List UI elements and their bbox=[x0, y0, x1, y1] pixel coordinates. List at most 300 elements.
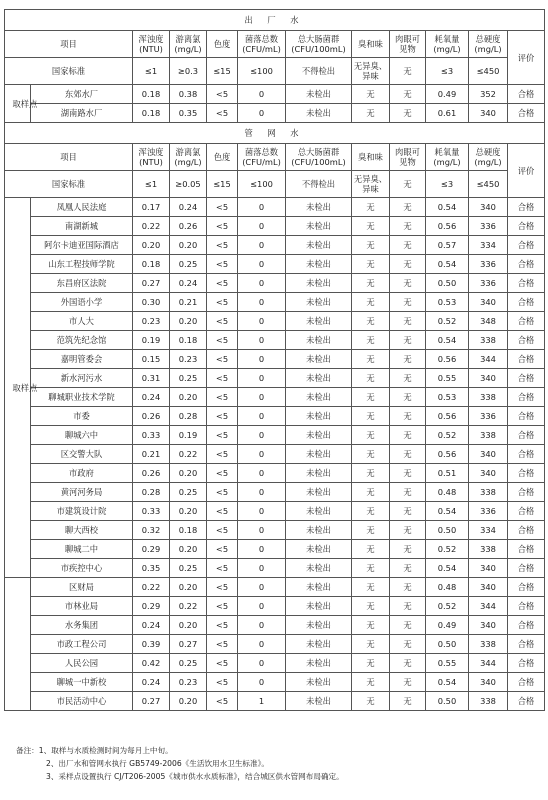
cell-oxygen-consumption: 0.52 bbox=[426, 312, 469, 331]
cell-evaluation: 合格 bbox=[508, 293, 545, 312]
cell-visible-matter: 无 bbox=[390, 502, 426, 521]
cell-odor-taste: 无 bbox=[352, 255, 390, 274]
cell-turbidity: 0.23 bbox=[133, 312, 170, 331]
note-line: 3、采样点设置执行 CJ/T206-2005《城市供水水质标准》，结合城区供水管网布局确定。 bbox=[46, 772, 344, 781]
header-free-chlorine: 游离氯 (mg/L) bbox=[170, 31, 207, 58]
header-row bbox=[5, 144, 545, 171]
section-title-pipe: 管 网 水 bbox=[5, 123, 545, 144]
cell-hardness: 344 bbox=[469, 350, 508, 369]
standard-oxygen-consumption: ≤3 bbox=[426, 171, 469, 198]
cell-oxygen-consumption: 0.49 bbox=[426, 85, 469, 104]
cell-hardness: 338 bbox=[469, 692, 508, 711]
site-name: 市委 bbox=[31, 407, 133, 426]
site-name: 聊城六中 bbox=[31, 426, 133, 445]
cell-color: <5 bbox=[207, 198, 238, 217]
cell-odor-taste: 无 bbox=[352, 104, 390, 123]
cell-hardness: 338 bbox=[469, 426, 508, 445]
cell-coliform: 未检出 bbox=[286, 483, 352, 502]
cell-free-chlorine: 0.27 bbox=[170, 635, 207, 654]
cell-visible-matter: 无 bbox=[390, 540, 426, 559]
site-name: 东郊水厂 bbox=[31, 85, 133, 104]
cell-odor-taste: 无 bbox=[352, 217, 390, 236]
header-turbidity: 浑浊度 (NTU) bbox=[133, 144, 170, 171]
cell-hardness: 336 bbox=[469, 407, 508, 426]
header-colony-count: 菌落总数 (CFU/mL) bbox=[238, 31, 286, 58]
cell-odor-taste: 无 bbox=[352, 312, 390, 331]
cell-turbidity: 0.18 bbox=[133, 85, 170, 104]
site-name: 东昌府区法院 bbox=[31, 274, 133, 293]
cell-oxygen-consumption: 0.53 bbox=[426, 388, 469, 407]
cell-coliform: 未检出 bbox=[286, 597, 352, 616]
cell-odor-taste: 无 bbox=[352, 502, 390, 521]
cell-color: <5 bbox=[207, 483, 238, 502]
cell-free-chlorine: 0.24 bbox=[170, 274, 207, 293]
cell-oxygen-consumption: 0.54 bbox=[426, 255, 469, 274]
table-row bbox=[5, 445, 545, 464]
cell-coliform: 未检出 bbox=[286, 635, 352, 654]
standard-hardness: ≤450 bbox=[469, 58, 508, 85]
cell-evaluation: 合格 bbox=[508, 198, 545, 217]
cell-evaluation: 合格 bbox=[508, 236, 545, 255]
cell-coliform: 未检出 bbox=[286, 692, 352, 711]
cell-hardness: 336 bbox=[469, 255, 508, 274]
cell-visible-matter: 无 bbox=[390, 85, 426, 104]
cell-coliform: 未检出 bbox=[286, 274, 352, 293]
cell-evaluation: 合格 bbox=[508, 350, 545, 369]
cell-hardness: 334 bbox=[469, 236, 508, 255]
cell-colony-count: 0 bbox=[238, 274, 286, 293]
cell-turbidity: 0.26 bbox=[133, 407, 170, 426]
cell-colony-count: 0 bbox=[238, 464, 286, 483]
cell-coliform: 未检出 bbox=[286, 236, 352, 255]
cell-visible-matter: 无 bbox=[390, 673, 426, 692]
cell-coliform: 未检出 bbox=[286, 521, 352, 540]
cell-evaluation: 合格 bbox=[508, 255, 545, 274]
cell-coliform: 未检出 bbox=[286, 616, 352, 635]
cell-hardness: 340 bbox=[469, 104, 508, 123]
cell-odor-taste: 无 bbox=[352, 616, 390, 635]
cell-hardness: 348 bbox=[469, 312, 508, 331]
site-name: 范筑先纪念馆 bbox=[31, 331, 133, 350]
cell-turbidity: 0.22 bbox=[133, 578, 170, 597]
cell-evaluation: 合格 bbox=[508, 331, 545, 350]
cell-odor-taste: 无 bbox=[352, 635, 390, 654]
cell-visible-matter: 无 bbox=[390, 274, 426, 293]
cell-colony-count: 0 bbox=[238, 312, 286, 331]
cell-oxygen-consumption: 0.53 bbox=[426, 293, 469, 312]
cell-hardness: 340 bbox=[469, 293, 508, 312]
standard-free-chlorine: ≥0.05 bbox=[170, 171, 207, 198]
cell-free-chlorine: 0.20 bbox=[170, 388, 207, 407]
header-turbidity: 浑浊度 (NTU) bbox=[133, 31, 170, 58]
cell-coliform: 未检出 bbox=[286, 104, 352, 123]
cell-oxygen-consumption: 0.56 bbox=[426, 350, 469, 369]
cell-evaluation: 合格 bbox=[508, 521, 545, 540]
cell-free-chlorine: 0.21 bbox=[170, 293, 207, 312]
table-row bbox=[5, 635, 545, 654]
cell-free-chlorine: 0.20 bbox=[170, 464, 207, 483]
cell-turbidity: 0.21 bbox=[133, 445, 170, 464]
cell-oxygen-consumption: 0.50 bbox=[426, 521, 469, 540]
cell-turbidity: 0.33 bbox=[133, 502, 170, 521]
cell-odor-taste: 无 bbox=[352, 369, 390, 388]
cell-colony-count: 0 bbox=[238, 293, 286, 312]
cell-coliform: 未检出 bbox=[286, 673, 352, 692]
cell-oxygen-consumption: 0.52 bbox=[426, 540, 469, 559]
cell-coliform: 未检出 bbox=[286, 388, 352, 407]
cell-evaluation: 合格 bbox=[508, 597, 545, 616]
cell-hardness: 340 bbox=[469, 673, 508, 692]
cell-turbidity: 0.30 bbox=[133, 293, 170, 312]
header-coliform: 总大肠菌群 (CFU/100mL) bbox=[286, 144, 352, 171]
header-odor-taste: 臭和味 bbox=[352, 144, 390, 171]
cell-color: <5 bbox=[207, 540, 238, 559]
cell-coliform: 未检出 bbox=[286, 217, 352, 236]
cell-turbidity: 0.33 bbox=[133, 426, 170, 445]
cell-hardness: 352 bbox=[469, 85, 508, 104]
cell-free-chlorine: 0.23 bbox=[170, 350, 207, 369]
cell-visible-matter: 无 bbox=[390, 217, 426, 236]
table-row bbox=[5, 483, 545, 502]
sample-point-blank bbox=[5, 578, 31, 711]
cell-hardness: 336 bbox=[469, 502, 508, 521]
cell-color: <5 bbox=[207, 616, 238, 635]
cell-colony-count: 0 bbox=[238, 350, 286, 369]
cell-odor-taste: 无 bbox=[352, 236, 390, 255]
site-name: 水务集团 bbox=[31, 616, 133, 635]
cell-free-chlorine: 0.18 bbox=[170, 521, 207, 540]
cell-hardness: 338 bbox=[469, 483, 508, 502]
cell-oxygen-consumption: 0.48 bbox=[426, 578, 469, 597]
site-name: 市建筑设计院 bbox=[31, 502, 133, 521]
header-color: 色度 bbox=[207, 31, 238, 58]
cell-color: <5 bbox=[207, 217, 238, 236]
cell-hardness: 340 bbox=[469, 559, 508, 578]
cell-color: <5 bbox=[207, 521, 238, 540]
site-name: 聊城职业技术学院 bbox=[31, 388, 133, 407]
cell-coliform: 未检出 bbox=[286, 369, 352, 388]
table-row bbox=[5, 426, 545, 445]
table-row bbox=[5, 104, 545, 123]
water-quality-report bbox=[4, 9, 544, 711]
cell-oxygen-consumption: 0.55 bbox=[426, 654, 469, 673]
cell-coliform: 未检出 bbox=[286, 293, 352, 312]
cell-evaluation: 合格 bbox=[508, 464, 545, 483]
cell-turbidity: 0.24 bbox=[133, 616, 170, 635]
cell-hardness: 344 bbox=[469, 597, 508, 616]
cell-free-chlorine: 0.38 bbox=[170, 85, 207, 104]
site-name: 阿尔卡迪亚国际酒店 bbox=[31, 236, 133, 255]
standard-odor-taste: 无异臭、 异味 bbox=[352, 171, 390, 198]
cell-colony-count: 0 bbox=[238, 559, 286, 578]
cell-evaluation: 合格 bbox=[508, 312, 545, 331]
sample-point-label bbox=[5, 85, 38, 123]
cell-turbidity: 0.31 bbox=[133, 369, 170, 388]
cell-oxygen-consumption: 0.56 bbox=[426, 445, 469, 464]
table-row bbox=[5, 293, 545, 312]
cell-color: <5 bbox=[207, 654, 238, 673]
site-name: 市人大 bbox=[31, 312, 133, 331]
cell-oxygen-consumption: 0.54 bbox=[426, 559, 469, 578]
cell-evaluation: 合格 bbox=[508, 85, 545, 104]
cell-colony-count: 0 bbox=[238, 426, 286, 445]
table-row bbox=[5, 616, 545, 635]
cell-colony-count: 1 bbox=[238, 692, 286, 711]
cell-turbidity: 0.27 bbox=[133, 274, 170, 293]
cell-color: <5 bbox=[207, 673, 238, 692]
cell-odor-taste: 无 bbox=[352, 198, 390, 217]
cell-visible-matter: 无 bbox=[390, 331, 426, 350]
cell-colony-count: 0 bbox=[238, 616, 286, 635]
header-item: 项目 bbox=[5, 144, 133, 171]
cell-free-chlorine: 0.35 bbox=[170, 104, 207, 123]
cell-evaluation: 合格 bbox=[508, 502, 545, 521]
cell-visible-matter: 无 bbox=[390, 255, 426, 274]
sample-point-label-text: 取样点 bbox=[12, 98, 38, 109]
cell-colony-count: 0 bbox=[238, 597, 286, 616]
header-oxygen-consumption: 耗氧量 (mg/L) bbox=[426, 31, 469, 58]
table-row bbox=[5, 673, 545, 692]
cell-colony-count: 0 bbox=[238, 483, 286, 502]
cell-hardness: 340 bbox=[469, 369, 508, 388]
cell-coliform: 未检出 bbox=[286, 578, 352, 597]
site-name: 南湖新城 bbox=[31, 217, 133, 236]
table-row bbox=[5, 350, 545, 369]
cell-visible-matter: 无 bbox=[390, 293, 426, 312]
section-title-row bbox=[5, 123, 545, 144]
cell-hardness: 336 bbox=[469, 217, 508, 236]
cell-odor-taste: 无 bbox=[352, 692, 390, 711]
cell-evaluation: 合格 bbox=[508, 104, 545, 123]
standard-color: ≤15 bbox=[207, 171, 238, 198]
cell-free-chlorine: 0.22 bbox=[170, 597, 207, 616]
site-name: 黄河河务局 bbox=[31, 483, 133, 502]
cell-colony-count: 0 bbox=[238, 217, 286, 236]
cell-colony-count: 0 bbox=[238, 521, 286, 540]
cell-visible-matter: 无 bbox=[390, 388, 426, 407]
cell-turbidity: 0.17 bbox=[133, 198, 170, 217]
cell-visible-matter: 无 bbox=[390, 597, 426, 616]
cell-odor-taste: 无 bbox=[352, 464, 390, 483]
cell-odor-taste: 无 bbox=[352, 426, 390, 445]
cell-color: <5 bbox=[207, 104, 238, 123]
site-name: 聊城一中新校 bbox=[31, 673, 133, 692]
cell-oxygen-consumption: 0.56 bbox=[426, 407, 469, 426]
standard-coliform: 不得检出 bbox=[286, 58, 352, 85]
cell-visible-matter: 无 bbox=[390, 369, 426, 388]
site-name: 区交警大队 bbox=[31, 445, 133, 464]
cell-evaluation: 合格 bbox=[508, 426, 545, 445]
standard-color: ≤15 bbox=[207, 58, 238, 85]
cell-colony-count: 0 bbox=[238, 369, 286, 388]
cell-hardness: 340 bbox=[469, 578, 508, 597]
cell-free-chlorine: 0.25 bbox=[170, 559, 207, 578]
cell-turbidity: 0.22 bbox=[133, 217, 170, 236]
cell-turbidity: 0.35 bbox=[133, 559, 170, 578]
cell-visible-matter: 无 bbox=[390, 312, 426, 331]
cell-colony-count: 0 bbox=[238, 388, 286, 407]
cell-color: <5 bbox=[207, 635, 238, 654]
cell-free-chlorine: 0.20 bbox=[170, 692, 207, 711]
header-visible-matter: 肉眼可 见物 bbox=[390, 31, 426, 58]
cell-color: <5 bbox=[207, 502, 238, 521]
cell-free-chlorine: 0.28 bbox=[170, 407, 207, 426]
standard-oxygen-consumption: ≤3 bbox=[426, 58, 469, 85]
cell-visible-matter: 无 bbox=[390, 464, 426, 483]
cell-colony-count: 0 bbox=[238, 331, 286, 350]
table-row bbox=[5, 597, 545, 616]
cell-hardness: 340 bbox=[469, 445, 508, 464]
site-name: 人民公园 bbox=[31, 654, 133, 673]
cell-oxygen-consumption: 0.56 bbox=[426, 217, 469, 236]
cell-oxygen-consumption: 0.55 bbox=[426, 369, 469, 388]
cell-turbidity: 0.29 bbox=[133, 597, 170, 616]
cell-turbidity: 0.29 bbox=[133, 540, 170, 559]
site-name: 聊大西校 bbox=[31, 521, 133, 540]
cell-visible-matter: 无 bbox=[390, 445, 426, 464]
cell-turbidity: 0.42 bbox=[133, 654, 170, 673]
standard-colony-count: ≤100 bbox=[238, 171, 286, 198]
cell-free-chlorine: 0.20 bbox=[170, 578, 207, 597]
site-name: 市政工程公司 bbox=[31, 635, 133, 654]
notes bbox=[16, 744, 344, 783]
cell-color: <5 bbox=[207, 426, 238, 445]
cell-color: <5 bbox=[207, 597, 238, 616]
water-quality-table bbox=[4, 9, 545, 711]
site-name: 新水河污水 bbox=[31, 369, 133, 388]
cell-color: <5 bbox=[207, 559, 238, 578]
cell-oxygen-consumption: 0.54 bbox=[426, 502, 469, 521]
cell-evaluation: 合格 bbox=[508, 483, 545, 502]
cell-color: <5 bbox=[207, 293, 238, 312]
cell-evaluation: 合格 bbox=[508, 445, 545, 464]
cell-evaluation: 合格 bbox=[508, 274, 545, 293]
table-row bbox=[5, 464, 545, 483]
cell-evaluation: 合格 bbox=[508, 654, 545, 673]
cell-oxygen-consumption: 0.50 bbox=[426, 635, 469, 654]
cell-coliform: 未检出 bbox=[286, 559, 352, 578]
cell-color: <5 bbox=[207, 445, 238, 464]
standard-row bbox=[5, 171, 545, 198]
table-row bbox=[5, 388, 545, 407]
cell-oxygen-consumption: 0.51 bbox=[426, 464, 469, 483]
cell-color: <5 bbox=[207, 255, 238, 274]
cell-odor-taste: 无 bbox=[352, 85, 390, 104]
table-row bbox=[5, 369, 545, 388]
cell-odor-taste: 无 bbox=[352, 293, 390, 312]
cell-turbidity: 0.15 bbox=[133, 350, 170, 369]
cell-colony-count: 0 bbox=[238, 578, 286, 597]
cell-odor-taste: 无 bbox=[352, 483, 390, 502]
note-line: 2、出厂水和管网水执行 GB5749-2006《生活饮用水卫生标准》。 bbox=[46, 759, 269, 768]
site-name: 市民活动中心 bbox=[31, 692, 133, 711]
header-evaluation: 评价 bbox=[508, 144, 545, 198]
standard-visible-matter: 无 bbox=[390, 58, 426, 85]
cell-color: <5 bbox=[207, 464, 238, 483]
table-row bbox=[5, 217, 545, 236]
standard-label: 国家标准 bbox=[5, 58, 133, 85]
cell-odor-taste: 无 bbox=[352, 578, 390, 597]
cell-coliform: 未检出 bbox=[286, 350, 352, 369]
standard-visible-matter: 无 bbox=[390, 171, 426, 198]
cell-visible-matter: 无 bbox=[390, 578, 426, 597]
standard-turbidity: ≤1 bbox=[133, 171, 170, 198]
site-name: 嘉明管委会 bbox=[31, 350, 133, 369]
table-row bbox=[5, 521, 545, 540]
cell-colony-count: 0 bbox=[238, 673, 286, 692]
cell-turbidity: 0.26 bbox=[133, 464, 170, 483]
note-line: 备注：1、取样与水质检测时间为每月上中旬。 bbox=[16, 746, 173, 755]
cell-color: <5 bbox=[207, 350, 238, 369]
cell-visible-matter: 无 bbox=[390, 692, 426, 711]
cell-hardness: 340 bbox=[469, 616, 508, 635]
cell-free-chlorine: 0.22 bbox=[170, 445, 207, 464]
cell-coliform: 未检出 bbox=[286, 426, 352, 445]
cell-oxygen-consumption: 0.52 bbox=[426, 426, 469, 445]
cell-visible-matter: 无 bbox=[390, 616, 426, 635]
cell-turbidity: 0.19 bbox=[133, 331, 170, 350]
site-name: 市林业局 bbox=[31, 597, 133, 616]
cell-turbidity: 0.18 bbox=[133, 255, 170, 274]
header-odor-taste: 臭和味 bbox=[352, 31, 390, 58]
header-item: 项目 bbox=[5, 31, 133, 58]
cell-hardness: 340 bbox=[469, 464, 508, 483]
cell-free-chlorine: 0.23 bbox=[170, 673, 207, 692]
cell-colony-count: 0 bbox=[238, 198, 286, 217]
cell-visible-matter: 无 bbox=[390, 654, 426, 673]
site-name: 山东工程技师学院 bbox=[31, 255, 133, 274]
cell-hardness: 340 bbox=[469, 198, 508, 217]
cell-evaluation: 合格 bbox=[508, 635, 545, 654]
header-colony-count: 菌落总数 (CFU/mL) bbox=[238, 144, 286, 171]
cell-evaluation: 合格 bbox=[508, 578, 545, 597]
cell-colony-count: 0 bbox=[238, 654, 286, 673]
cell-coliform: 未检出 bbox=[286, 198, 352, 217]
site-name: 聊城二中 bbox=[31, 540, 133, 559]
cell-color: <5 bbox=[207, 331, 238, 350]
cell-hardness: 334 bbox=[469, 521, 508, 540]
site-name: 市政府 bbox=[31, 464, 133, 483]
standard-odor-taste: 无异臭、 异味 bbox=[352, 58, 390, 85]
cell-turbidity: 0.39 bbox=[133, 635, 170, 654]
cell-free-chlorine: 0.18 bbox=[170, 331, 207, 350]
cell-colony-count: 0 bbox=[238, 407, 286, 426]
cell-oxygen-consumption: 0.50 bbox=[426, 274, 469, 293]
header-coliform: 总大肠菌群 (CFU/100mL) bbox=[286, 31, 352, 58]
cell-evaluation: 合格 bbox=[508, 217, 545, 236]
site-name: 外国语小学 bbox=[31, 293, 133, 312]
standard-colony-count: ≤100 bbox=[238, 58, 286, 85]
cell-free-chlorine: 0.19 bbox=[170, 426, 207, 445]
cell-odor-taste: 无 bbox=[352, 597, 390, 616]
site-name: 区财局 bbox=[31, 578, 133, 597]
header-evaluation: 评价 bbox=[508, 31, 545, 85]
table-row bbox=[5, 85, 545, 104]
cell-colony-count: 0 bbox=[238, 104, 286, 123]
cell-free-chlorine: 0.20 bbox=[170, 312, 207, 331]
cell-odor-taste: 无 bbox=[352, 274, 390, 293]
cell-color: <5 bbox=[207, 312, 238, 331]
cell-coliform: 未检出 bbox=[286, 407, 352, 426]
cell-hardness: 338 bbox=[469, 331, 508, 350]
cell-turbidity: 0.18 bbox=[133, 104, 170, 123]
header-color: 色度 bbox=[207, 144, 238, 171]
header-free-chlorine: 游离氯 (mg/L) bbox=[170, 144, 207, 171]
cell-visible-matter: 无 bbox=[390, 236, 426, 255]
cell-free-chlorine: 0.25 bbox=[170, 369, 207, 388]
cell-turbidity: 0.24 bbox=[133, 673, 170, 692]
site-name: 市疾控中心 bbox=[31, 559, 133, 578]
